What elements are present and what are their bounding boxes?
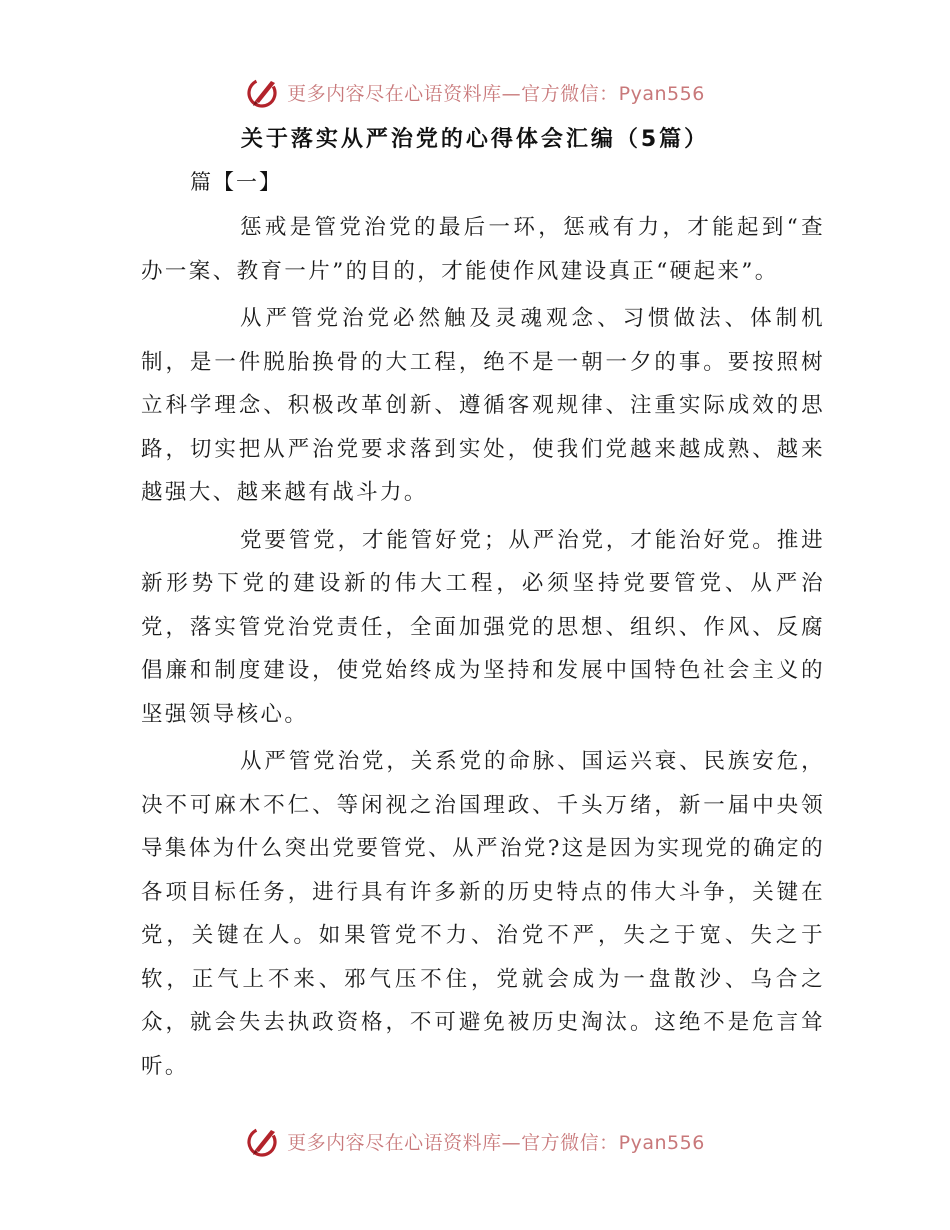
banner-text: 更多内容尽在心语资料库 xyxy=(287,1131,502,1154)
footer-watermark-banner xyxy=(0,1119,950,1163)
document-title: 关于落实从严治党的心得体会汇编（5篇） xyxy=(240,127,710,152)
paragraph: 惩戒是管党治党的最后一环，惩戒有力，才能起到“查办一案、教育一片”的目的，才能使作风建设真正“硬起来”。 xyxy=(141,215,825,284)
document-body xyxy=(141,206,825,1092)
paragraph: 从严管党治党，关系党的命脉、国运兴衰、民族安危，决不可麻木不仁、等闲视之治国理政、千头万绪，新一届中央领导集体为什么突出党要管党、从严治党?这是因为实现党的确定的各项目标任务，进行具有许多新的历史特点的伟大斗争，关键在党，关键在人。如果管党不力、治党不严，失之于宽、失之于软，正气上不来、邪气压不住，党就会成为一盘散沙、乌合之众，就会失去执政资格，不可避免被历史淘汰。这绝不是危言耸听。 xyxy=(141,749,825,1079)
banner-dash: — xyxy=(501,1131,522,1154)
paragraph: 从严管党治党必然触及灵魂观念、习惯做法、体制机制，是一件脱胎换骨的大工程，绝不是一朝一夕的事。要按照树立科学理念、积极改革创新、遵循客观规律、注重实际成效的思路，切实把从严治党要求落到实处，使我们党越来越成熟、越来越强大、越来越有战斗力。 xyxy=(141,306,825,505)
banner-dash: — xyxy=(501,82,522,105)
banner-wechat: 官方微信：Pyan556 xyxy=(521,82,705,105)
header-watermark-banner xyxy=(0,70,950,114)
quill-logo-icon xyxy=(245,74,281,110)
quill-logo-icon xyxy=(245,1123,281,1159)
banner-text: 更多内容尽在心语资料库 xyxy=(287,82,502,105)
paragraph: 党要管党，才能管好党；从严治党，才能治好党。推进新形势下党的建设新的伟大工程，必须坚持党要管党、从严治党，落实管党治党责任，全面加强党的思想、组织、作风、反腐倡廉和制度建设，使党始终成为坚持和发展中国特色社会主义的坚强领导核心。 xyxy=(141,527,825,727)
banner-wechat: 官方微信：Pyan556 xyxy=(521,1131,705,1154)
section-label: 篇【一】 xyxy=(190,170,282,194)
